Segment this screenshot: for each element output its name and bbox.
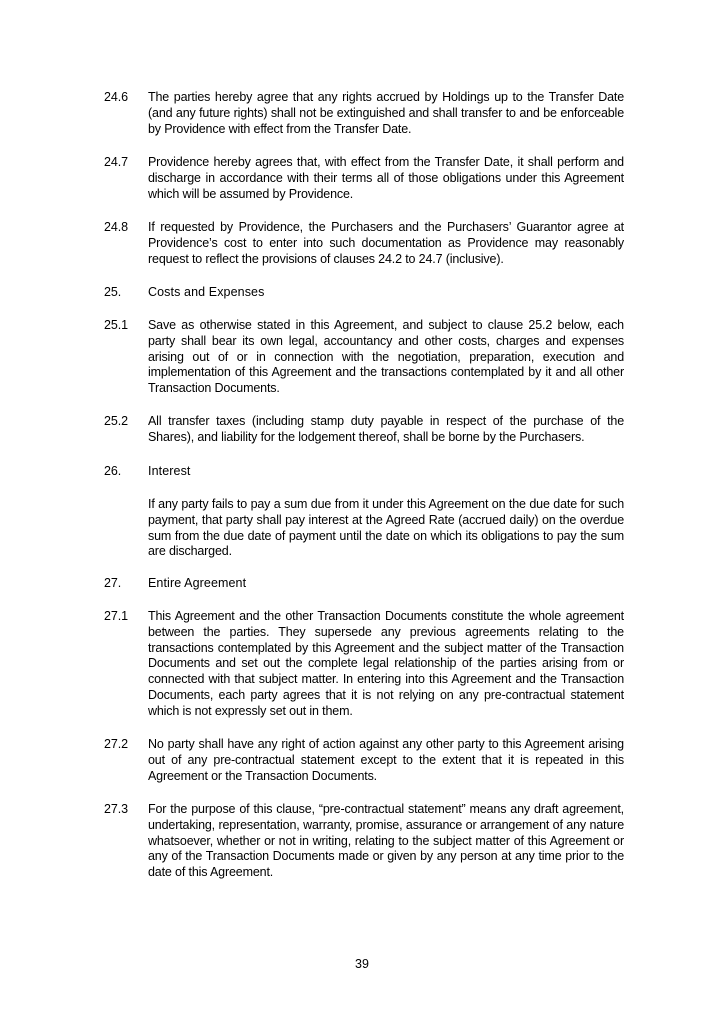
clause-number: 27.3 xyxy=(104,802,128,816)
clause-24-8 xyxy=(104,220,624,267)
clause-text: If requested by Providence, the Purchasers and the Purchasers’ Guarantor agree at Providence’s cost to enter into such documentation as Providence may reasonably request to reflect the provisions of clauses 24.2 to 24.7 (inclusive). xyxy=(148,220,624,266)
clause-25-2 xyxy=(104,414,624,446)
clause-27-3 xyxy=(104,802,624,881)
section-title: Entire Agreement xyxy=(148,576,247,590)
clause-27-1 xyxy=(104,609,624,720)
section-heading-25 xyxy=(104,285,624,301)
clause-27-2 xyxy=(104,737,624,784)
clause-number: 25.1 xyxy=(104,318,128,332)
clause-24-6 xyxy=(104,90,624,137)
clause-text: For the purpose of this clause, “pre-contractual statement” means any draft agreement, undertaking, representation, warranty, promise, assurance or arrangement of any nature whatsoever, whether or not in writing, relating to the subject matter of this Agreement or any of the Transaction Documents made or given by any person at any time prior to the date of this Agreement. xyxy=(148,802,624,880)
section-number: 26. xyxy=(104,464,122,478)
page-number: 39 xyxy=(355,957,369,971)
clause-text: Save as otherwise stated in this Agreement, and subject to clause 25.2 below, each party shall bear its own legal, accountancy and other costs, charges and expenses arising out of or in connection with the negotiation, preparation, execution and implementation of this Agreement and the transactions contemplated by it and all other Transaction Documents. xyxy=(148,318,624,396)
section-number: 27. xyxy=(104,576,122,590)
clause-text: The parties hereby agree that any rights accrued by Holdings up to the Transfer Date (and any future rights) shall not be extinguished and shall transfer to and be enforceable by Providence with effect from the Transfer Date. xyxy=(148,90,624,136)
clause-number: 24.6 xyxy=(104,90,128,104)
clause-number: 27.2 xyxy=(104,737,128,751)
clause-number: 24.8 xyxy=(104,220,128,234)
section-number: 25. xyxy=(104,285,122,299)
clause-text: This Agreement and the other Transaction Documents constitute the whole agreement between the parties. They supersede any previous agreements relating to the transactions contemplated by this Agreement and the subject matter of the Transaction Documents and set out the complete legal relationship of the parties arising from or connected with that subject matter. In entering into this Agreement and the Transaction Documents, each party agrees that it is not relying on any pre-contractual statement which is not expressly set out in them. xyxy=(148,609,624,718)
clause-25-1 xyxy=(104,318,624,397)
clause-text: All transfer taxes (including stamp duty payable in respect of the purchase of the Shares), and liability for the lodgement thereof, shall be borne by the Purchasers. xyxy=(148,414,624,444)
clause-text: Providence hereby agrees that, with effect from the Transfer Date, it shall perform and discharge in accordance with their terms all of those obligations under this Agreement which will be assumed by Providence. xyxy=(148,155,624,201)
section-title: Interest xyxy=(148,464,191,478)
clause-text: No party shall have any right of action against any other party to this Agreement arising out of any pre-contractual statement except to the extent that it is repeated in this Agreement or the Transaction Documents. xyxy=(148,737,624,783)
section-heading-26 xyxy=(104,464,624,480)
clause-24-7 xyxy=(104,155,624,202)
interest-paragraph: If any party fails to pay a sum due from it under this Agreement on the due date for such payment, that party shall pay interest at the Agreed Rate (accrued daily) on the overdue sum from the due date of payment until the date on which its obligations to pay the sum are discharged. xyxy=(148,497,624,559)
clause-number: 24.7 xyxy=(104,155,128,169)
section-heading-27 xyxy=(104,576,624,592)
clause-number: 27.1 xyxy=(104,609,128,623)
section-title: Costs and Expenses xyxy=(148,285,265,299)
clause-number: 25.2 xyxy=(104,414,128,428)
